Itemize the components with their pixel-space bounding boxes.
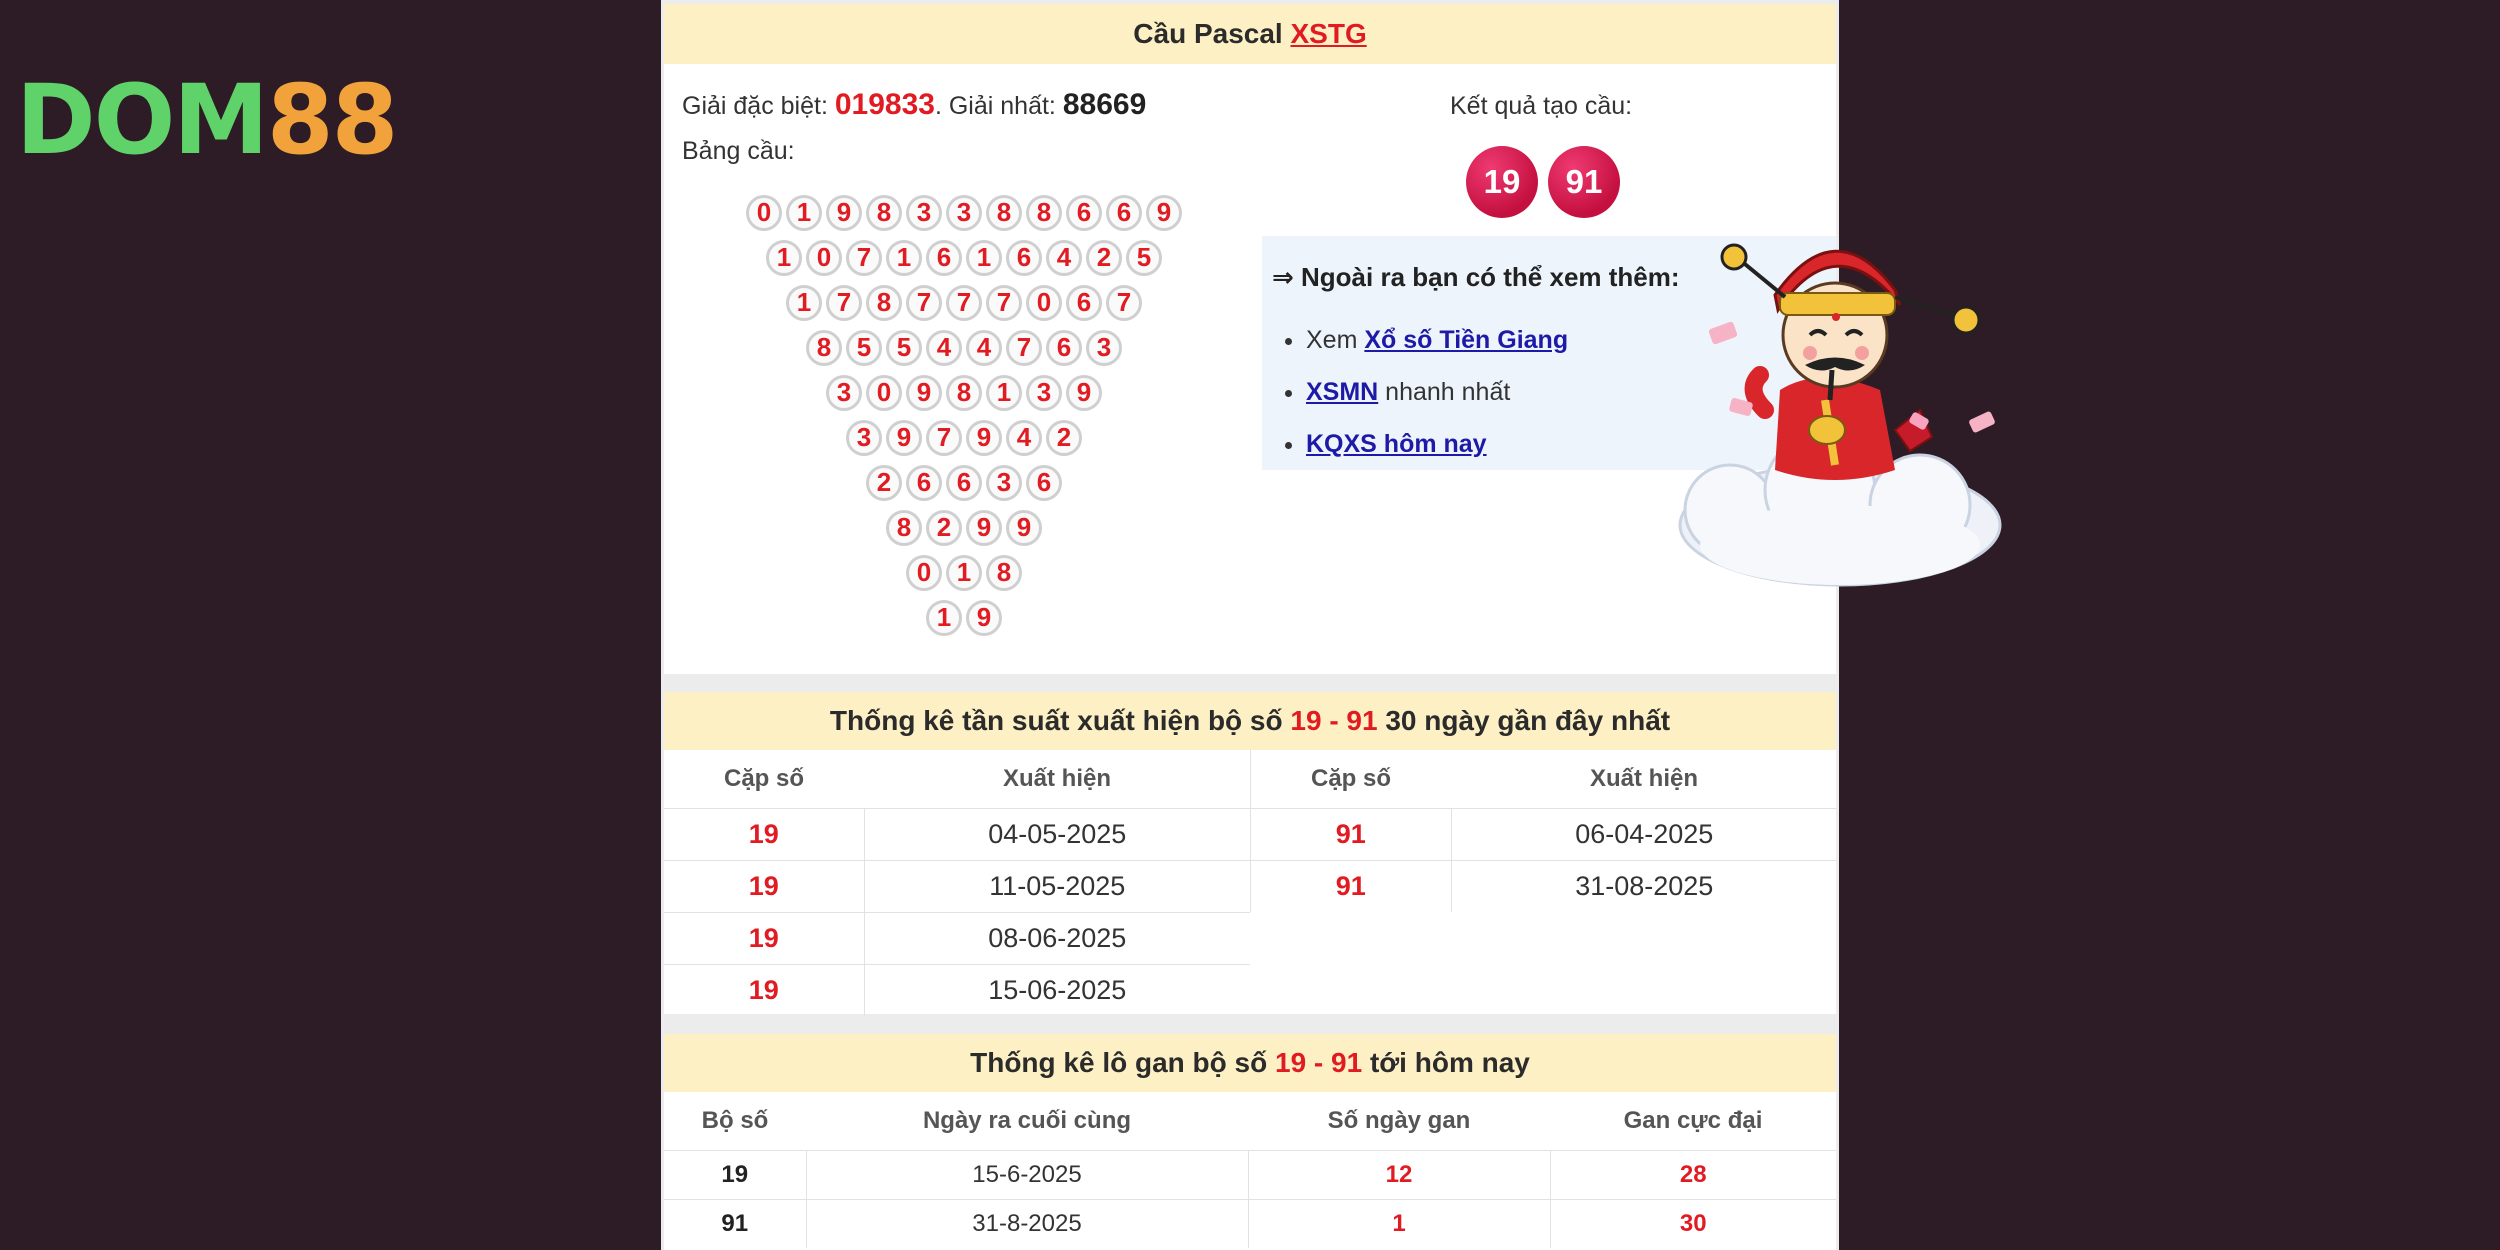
pyramid-digit: 1: [966, 240, 1002, 276]
pair-cell: 19: [664, 913, 864, 965]
table-row: [1251, 861, 1837, 913]
frequency-table-right: [1250, 750, 1837, 912]
table-row: [664, 809, 1250, 861]
pyramid-digit: 7: [906, 285, 942, 321]
pyramid-digit: 5: [846, 330, 882, 366]
pyramid-digit: 6: [1066, 285, 1102, 321]
pyramid-digit: 0: [866, 375, 902, 411]
date-cell: 08-06-2025: [864, 913, 1250, 965]
pyramid-digit: 6: [1106, 195, 1142, 231]
main-content: [661, 0, 1839, 1250]
lo-gan-title-pair: 19 - 91: [1275, 1047, 1363, 1078]
pyramid-digit: 6: [1006, 240, 1042, 276]
pyramid-digit: 8: [866, 195, 902, 231]
pyramid-digit: 4: [1046, 240, 1082, 276]
frequency-table-left: [664, 750, 1250, 1016]
col-date: Xuất hiện: [1589, 765, 1698, 792]
pascal-pyramid: [664, 190, 1264, 640]
first-prize-value: 88669: [1062, 88, 1147, 121]
result-ball: 19: [1466, 146, 1538, 218]
pyramid-digit: 8: [866, 285, 902, 321]
pyramid-digit: 3: [1026, 375, 1062, 411]
pyramid-digit: 8: [946, 375, 982, 411]
pyramid-digit: 6: [926, 240, 962, 276]
result-balls: [1466, 146, 1620, 218]
god-figure: [1722, 245, 1979, 480]
col-gan-days: Số ngày gan: [1327, 1107, 1471, 1134]
lo-gan-table: [664, 1092, 1836, 1248]
pyramid-row: [664, 415, 1264, 460]
item-prefix: Xem: [1306, 326, 1365, 354]
pyramid-digit: 7: [1006, 330, 1042, 366]
list-item: [1306, 314, 1568, 366]
date-cell: 11-05-2025: [864, 861, 1250, 913]
pyramid-digit: 2: [926, 510, 962, 546]
pyramid-digit: 3: [946, 195, 982, 231]
result-ball: 91: [1548, 146, 1620, 218]
col-last-date: Ngày ra cuối cùng: [922, 1107, 1132, 1134]
table-row: [664, 913, 1250, 965]
date-cell: 04-05-2025: [864, 809, 1250, 861]
frequency-title: Thống kê tần suất xuất hiện bộ số: [829, 705, 1283, 736]
pair-cell: 19: [664, 861, 864, 913]
pyramid-digit: 1: [766, 240, 802, 276]
table-row: [664, 965, 1250, 1017]
pyramid-digit: 2: [1086, 240, 1122, 276]
pascal-header: [664, 4, 1836, 64]
xstg-link[interactable]: XSTG: [1290, 18, 1367, 49]
pyramid-digit: 1: [926, 600, 962, 636]
pyramid-digit: 1: [946, 555, 982, 591]
pyramid-row: [664, 370, 1264, 415]
pyramid-digit: 7: [1106, 285, 1142, 321]
pyramid-digit: 8: [806, 330, 842, 366]
pyramid-digit: 0: [1026, 285, 1062, 321]
frequency-title-pair: 19 - 91: [1290, 705, 1378, 736]
pyramid-digit: 5: [886, 330, 922, 366]
pyramid-digit: 1: [786, 195, 822, 231]
pyramid-row: [664, 325, 1264, 370]
pyramid-digit: 9: [1146, 195, 1182, 231]
pair-cell: 19: [664, 809, 864, 861]
pyramid-digit: 2: [866, 465, 902, 501]
pyramid-digit: 4: [966, 330, 1002, 366]
pyramid-digit: 3: [826, 375, 862, 411]
result-label: Kết quả tạo cầu:: [1450, 92, 1633, 120]
list-item: [1306, 418, 1568, 470]
pyramid-digit: 4: [1006, 420, 1042, 456]
last-date-cell: 31-8-2025: [806, 1200, 1248, 1249]
pyramid-digit: 1: [886, 240, 922, 276]
kqxs-hom-nay-link[interactable]: KQXS hôm nay: [1306, 430, 1487, 458]
pyramid-digit: 6: [1046, 330, 1082, 366]
frequency-header: [664, 692, 1836, 750]
pyramid-digit: 8: [986, 195, 1022, 231]
pyramid-row: [664, 595, 1264, 640]
pyramid-digit: 7: [826, 285, 862, 321]
frequency-card: [664, 692, 1836, 1014]
gan-max-cell: 28: [1550, 1151, 1836, 1200]
last-date-cell: 15-6-2025: [806, 1151, 1248, 1200]
xsmn-link[interactable]: XSMN: [1306, 378, 1379, 406]
col-pair: Cặp số: [723, 765, 804, 792]
bo-so-cell: 91: [664, 1200, 806, 1249]
dom88-logo[interactable]: [16, 64, 397, 176]
table-row: [664, 1151, 1836, 1200]
pyramid-digit: 9: [966, 510, 1002, 546]
pyramid-digit: 7: [926, 420, 962, 456]
pyramid-digit: 9: [826, 195, 862, 231]
pyramid-row: [664, 190, 1264, 235]
first-prize-label: . Giải nhất:: [934, 92, 1063, 120]
pyramid-row: [664, 550, 1264, 595]
lo-gan-header: [664, 1034, 1836, 1092]
pyramid-digit: 9: [966, 420, 1002, 456]
lo-gan-card: [664, 1034, 1836, 1250]
logo-text-88: 88: [266, 64, 397, 176]
pyramid-row: [664, 280, 1264, 325]
pascal-card: [664, 4, 1836, 674]
table-row: [664, 861, 1250, 913]
pair-cell: 91: [1251, 809, 1451, 861]
xo-so-tien-giang-link[interactable]: Xổ số Tiền Giang: [1364, 326, 1569, 354]
gan-max-cell: 30: [1550, 1200, 1836, 1249]
date-cell: 31-08-2025: [1451, 861, 1837, 913]
pyramid-digit: 3: [986, 465, 1022, 501]
pyramid-digit: 1: [786, 285, 822, 321]
list-item: [1306, 366, 1568, 418]
pascal-title: Cầu Pascal: [1133, 18, 1283, 49]
bang-cau-label: Bảng cầu:: [682, 137, 795, 165]
table-row: [664, 1200, 1836, 1249]
lo-gan-title: Thống kê lô gan bộ số: [970, 1047, 1268, 1078]
pyramid-digit: 3: [846, 420, 882, 456]
pyramid-digit: 8: [886, 510, 922, 546]
table-row: [1251, 809, 1837, 861]
pyramid-digit: 8: [1026, 195, 1062, 231]
pyramid-digit: 7: [946, 285, 982, 321]
pyramid-digit: 2: [1046, 420, 1082, 456]
see-more-title: ⇒ Ngoài ra bạn có thể xem thêm:: [1272, 262, 1680, 292]
pyramid-digit: 9: [966, 600, 1002, 636]
pyramid-row: [664, 505, 1264, 550]
pyramid-digit: 0: [806, 240, 842, 276]
col-bo-so: Bộ số: [701, 1107, 769, 1134]
bo-so-cell: 19: [664, 1151, 806, 1200]
pyramid-digit: 9: [1066, 375, 1102, 411]
pyramid-digit: 8: [986, 555, 1022, 591]
god-of-wealth-illustration: [1670, 215, 2015, 600]
pyramid-row: [664, 460, 1264, 505]
lo-gan-title-suffix: tới hôm nay: [1369, 1047, 1530, 1078]
pyramid-digit: 9: [906, 375, 942, 411]
see-more-list: [1272, 314, 1568, 470]
pyramid-digit: 0: [746, 195, 782, 231]
pyramid-digit: 6: [1066, 195, 1102, 231]
pyramid-row: [664, 235, 1264, 280]
special-prize-label: Giải đặc biệt:: [682, 92, 835, 120]
col-pair: Cặp số: [1310, 765, 1391, 792]
pyramid-digit: 7: [986, 285, 1022, 321]
pyramid-digit: 4: [926, 330, 962, 366]
col-date: Xuất hiện: [1002, 765, 1111, 792]
gan-days-cell: 12: [1248, 1151, 1550, 1200]
item-suffix: nhanh nhất: [1378, 378, 1511, 406]
date-cell: 06-04-2025: [1451, 809, 1837, 861]
pair-cell: 91: [1251, 861, 1451, 913]
pyramid-digit: 1: [986, 375, 1022, 411]
col-gan-max: Gan cực đại: [1623, 1107, 1763, 1134]
pyramid-digit: 7: [846, 240, 882, 276]
pyramid-digit: 0: [906, 555, 942, 591]
gan-days-cell: 1: [1248, 1200, 1550, 1249]
special-prize-value: 019833: [834, 88, 935, 121]
pyramid-digit: 9: [1006, 510, 1042, 546]
logo-text-dom: DOM: [16, 64, 267, 176]
frequency-title-suffix: 30 ngày gần đây nhất: [1385, 705, 1671, 736]
pyramid-digit: 9: [886, 420, 922, 456]
pyramid-digit: 6: [946, 465, 982, 501]
pyramid-digit: 5: [1126, 240, 1162, 276]
pyramid-digit: 3: [906, 195, 942, 231]
prize-line: [682, 88, 1146, 122]
pyramid-digit: 6: [906, 465, 942, 501]
date-cell: 15-06-2025: [864, 965, 1250, 1017]
pyramid-digit: 6: [1026, 465, 1062, 501]
pyramid-digit: 3: [1086, 330, 1122, 366]
pair-cell: 19: [664, 965, 864, 1017]
